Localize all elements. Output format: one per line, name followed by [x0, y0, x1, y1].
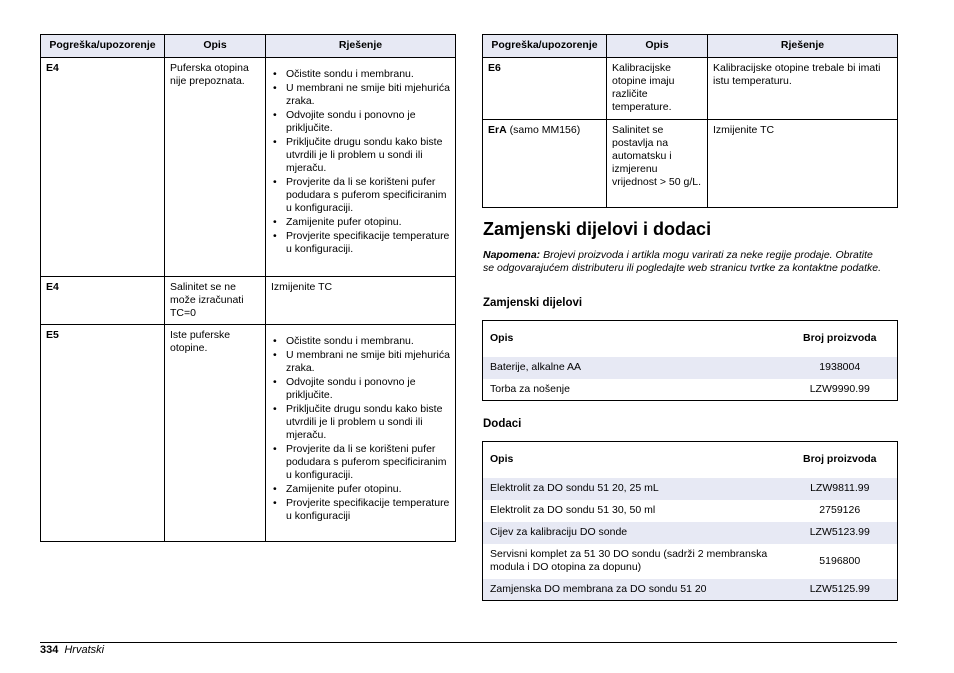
list-item: • Zamijenite pufer otopinu.: [271, 216, 450, 229]
part-description: Baterije, alkalne AA: [483, 357, 783, 379]
part-description: Torba za nošenje: [490, 382, 570, 395]
column-header-error: Pogreška/upozorenje: [483, 35, 607, 58]
error-table-left: [40, 34, 456, 542]
accessory-description: Servisni komplet za 51 30 DO sondu (sadrži 2 membranska modula i DO otopina za dopunu): [490, 548, 768, 573]
table-row: [483, 544, 898, 579]
column-header-solution: Rješenje: [708, 35, 898, 58]
error-code: E5: [41, 325, 165, 542]
table-header-row: [483, 35, 898, 58]
section-title: Zamjenski dijelovi i dodaci: [483, 219, 712, 239]
error-solution: Kalibracijske otopine trebale bi imati istu temperaturu.: [708, 58, 898, 120]
table-row: [41, 325, 456, 542]
list-item: • Odvojite sondu i ponovno je priključite.: [271, 376, 450, 402]
accessory-number: LZW5123.99: [783, 522, 898, 544]
error-solution: [266, 58, 456, 277]
error-code-cell: [483, 58, 607, 120]
error-solution: Izmijenite TC: [708, 120, 898, 208]
error-description: Salinitet se ne može izračunati TC=0: [165, 277, 266, 325]
list-item: • Odvojite sondu i ponovno je priključite.: [271, 109, 450, 135]
column-header-description: Opis: [607, 35, 708, 58]
note-text: Brojevi proizvoda i artikla mogu varirati za neke regije prodaje. Obratite se odgovarajućem distributeru ili pogledajte web stranicu tvrtke za kontaktne podatke.: [483, 249, 882, 274]
list-item: • U membrani ne smije biti mjehurića zraka.: [271, 349, 450, 375]
table-row: [483, 379, 898, 401]
list-item: • U membrani ne smije biti mjehurića zraka.: [271, 82, 450, 108]
accessory-number: 5196800: [819, 554, 861, 567]
note-label: Napomena:: [483, 249, 541, 261]
column-header-product-number: Broj proizvoda: [783, 321, 898, 357]
parts-title: Zamjenski dijelovi: [483, 297, 583, 309]
list-item: • Priključite drugu sondu kako biste utvrdili je li problem u sondi ili mjeraču.: [271, 136, 450, 175]
part-number: 1938004: [783, 357, 898, 379]
table-header-row: [483, 321, 898, 357]
error-code: E6: [488, 62, 501, 74]
table-row: [483, 478, 898, 500]
list-item: • Očistite sondu i membranu.: [271, 68, 450, 81]
error-solution: Izmijenite TC: [266, 277, 456, 325]
accessory-description: Elektrolit za DO sondu 51 20, 25 mL: [483, 478, 783, 500]
column-header-description: Opis: [483, 442, 783, 478]
list-item: • Provjerite specifikacije temperature u konfiguraciji.: [271, 230, 450, 256]
error-solution: [266, 325, 456, 542]
error-code: E4: [41, 58, 165, 277]
error-code: E4: [41, 277, 165, 325]
column-header-description: Opis: [165, 35, 266, 58]
table-row: [41, 277, 456, 325]
table-row: [483, 522, 898, 544]
table-header-row: [41, 35, 456, 58]
list-item: • Provjerite specifikacije temperature u konfiguraciji: [271, 497, 450, 523]
table-row: [483, 500, 898, 522]
page-footer: [40, 644, 104, 656]
list-item: • Priključite drugu sondu kako biste utvrdili je li problem u sondi ili mjeraču.: [271, 403, 450, 442]
table-row: [483, 58, 898, 120]
error-code: ErA: [488, 124, 507, 136]
accessories-table: [482, 441, 898, 601]
error-description: Iste puferske otopine.: [165, 325, 266, 542]
error-description: Puferska otopina nije prepoznata.: [165, 58, 266, 277]
list-item: • Očistite sondu i membranu.: [271, 335, 450, 348]
page-number: 334: [40, 644, 59, 656]
table-row: [483, 120, 898, 208]
column-header-error: Pogreška/upozorenje: [41, 35, 165, 58]
accessory-description: Cijev za kalibraciju DO sonde: [483, 522, 783, 544]
error-table-right: [482, 34, 898, 208]
table-row: [41, 58, 456, 277]
parts-table: [482, 320, 898, 401]
error-code-suffix: (samo MM156): [506, 124, 581, 136]
table-row: [483, 579, 898, 601]
accessory-number: LZW9811.99: [783, 478, 898, 500]
column-header-solution: Rješenje: [266, 35, 456, 58]
part-number: LZW9990.99: [809, 382, 870, 395]
list-item: • Provjerite da li se korišteni pufer podudara s puferom specificiranim u konfiguraciji.: [271, 176, 450, 215]
error-description: Kalibracijske otopine imaju različite temperature.: [607, 58, 708, 120]
accessory-number: 2759126: [819, 504, 861, 516]
error-code-cell: [483, 120, 607, 208]
note: [483, 249, 883, 275]
table-header-row: [483, 442, 898, 478]
accessory-number: LZW5125.99: [783, 579, 898, 601]
table-row: [483, 357, 898, 379]
accessory-description: Elektrolit za DO sondu 51 30, 50 ml: [490, 504, 656, 516]
accessory-description: Zamjenska DO membrana za DO sondu 51 20: [483, 579, 783, 601]
error-description: Salinitet se postavlja na automatsku i izmjerenu vrijednost > 50 g/L.: [607, 120, 708, 208]
list-item: • Zamijenite pufer otopinu.: [271, 483, 450, 496]
solution-list: [271, 68, 450, 256]
footer-language: Hrvatski: [64, 644, 105, 656]
list-item: • Provjerite da li se korišteni pufer podudara s puferom specificiranim u konfiguraciji.: [271, 443, 450, 482]
solution-list: [271, 335, 450, 523]
accessories-title: Dodaci: [483, 418, 522, 430]
column-header-product-number: Broj proizvoda: [783, 442, 898, 478]
column-header-description: Opis: [483, 321, 783, 357]
footer-divider: [40, 642, 897, 643]
